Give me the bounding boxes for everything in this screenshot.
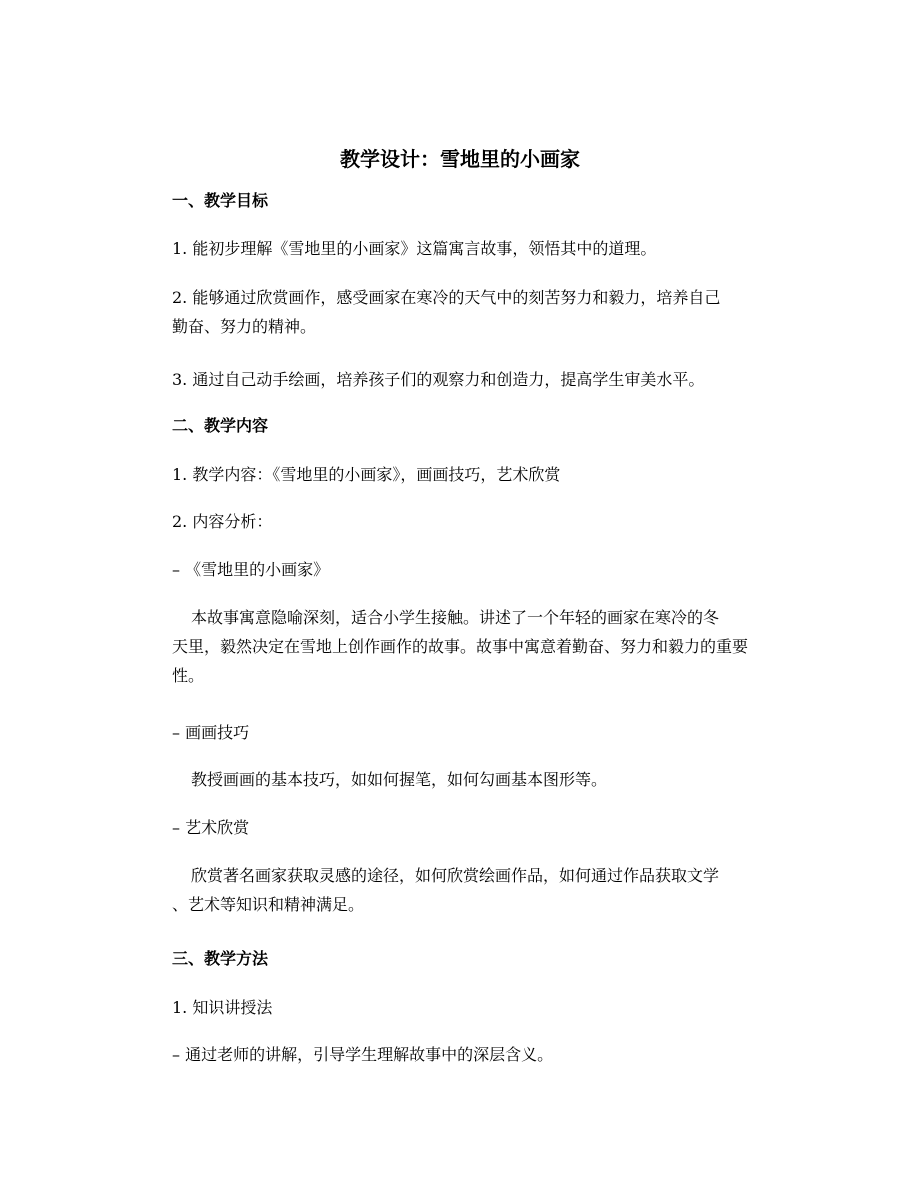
story-text-line-3: 性。 <box>172 666 205 685</box>
subsection-title-story: – 《雪地里的小画家》 <box>172 560 330 579</box>
subsection-title-technique: – 画画技巧 <box>172 723 250 742</box>
objective-item-2-line-2: 勤奋、努力的精神。 <box>172 317 317 336</box>
appreciation-text-line-2: 、艺术等知识和精神满足。 <box>172 895 365 914</box>
story-text-line-2: 天里，毅然决定在雪地上创作画作的故事。故事中寓意着勤奋、努力和毅力的重要 <box>172 637 749 656</box>
objective-item-3: 3. 通过自己动手绘画，培养孩子们的观察力和创造力，提高学生审美水平。 <box>172 370 705 389</box>
method-item-1: 1. 知识讲授法 <box>172 998 273 1017</box>
section-heading-content: 二、教学内容 <box>172 416 269 435</box>
subsection-text-technique: 教授画画的基本技巧，如如何握笔，如何勾画基本图形等。 <box>191 770 608 789</box>
objective-item-2 <box>172 283 790 341</box>
story-text-line-1: 本故事寓意隐喻深刻，适合小学生接触。讲述了一个年轻的画家在寒冷的冬 <box>191 608 720 627</box>
content-item-2: 2. 内容分析： <box>172 512 273 531</box>
subsection-text-appreciation <box>172 861 790 919</box>
appreciation-text-line-1: 欣赏著名画家获取灵感的途径，如何欣赏绘画作品，如何通过作品获取文学 <box>191 866 720 885</box>
method-item-1-detail: – 通过老师的讲解，引导学生理解故事中的深层含义。 <box>172 1045 554 1064</box>
section-heading-methods: 三、教学方法 <box>172 949 269 968</box>
page-title: 教学设计：雪地里的小画家 <box>340 147 580 171</box>
objective-item-1: 1. 能初步理解《雪地里的小画家》这篇寓言故事，领悟其中的道理。 <box>172 239 657 258</box>
subsection-text-story <box>172 603 790 690</box>
content-item-1: 1. 教学内容：《雪地里的小画家》，画画技巧，艺术欣赏 <box>172 465 561 484</box>
subsection-title-appreciation: – 艺术欣赏 <box>172 818 250 837</box>
objective-item-2-line-1: 2. 能够通过欣赏画作，感受画家在寒冷的天气中的刻苦努力和毅力，培养自己 <box>172 288 721 307</box>
section-heading-objectives: 一、教学目标 <box>172 191 269 210</box>
